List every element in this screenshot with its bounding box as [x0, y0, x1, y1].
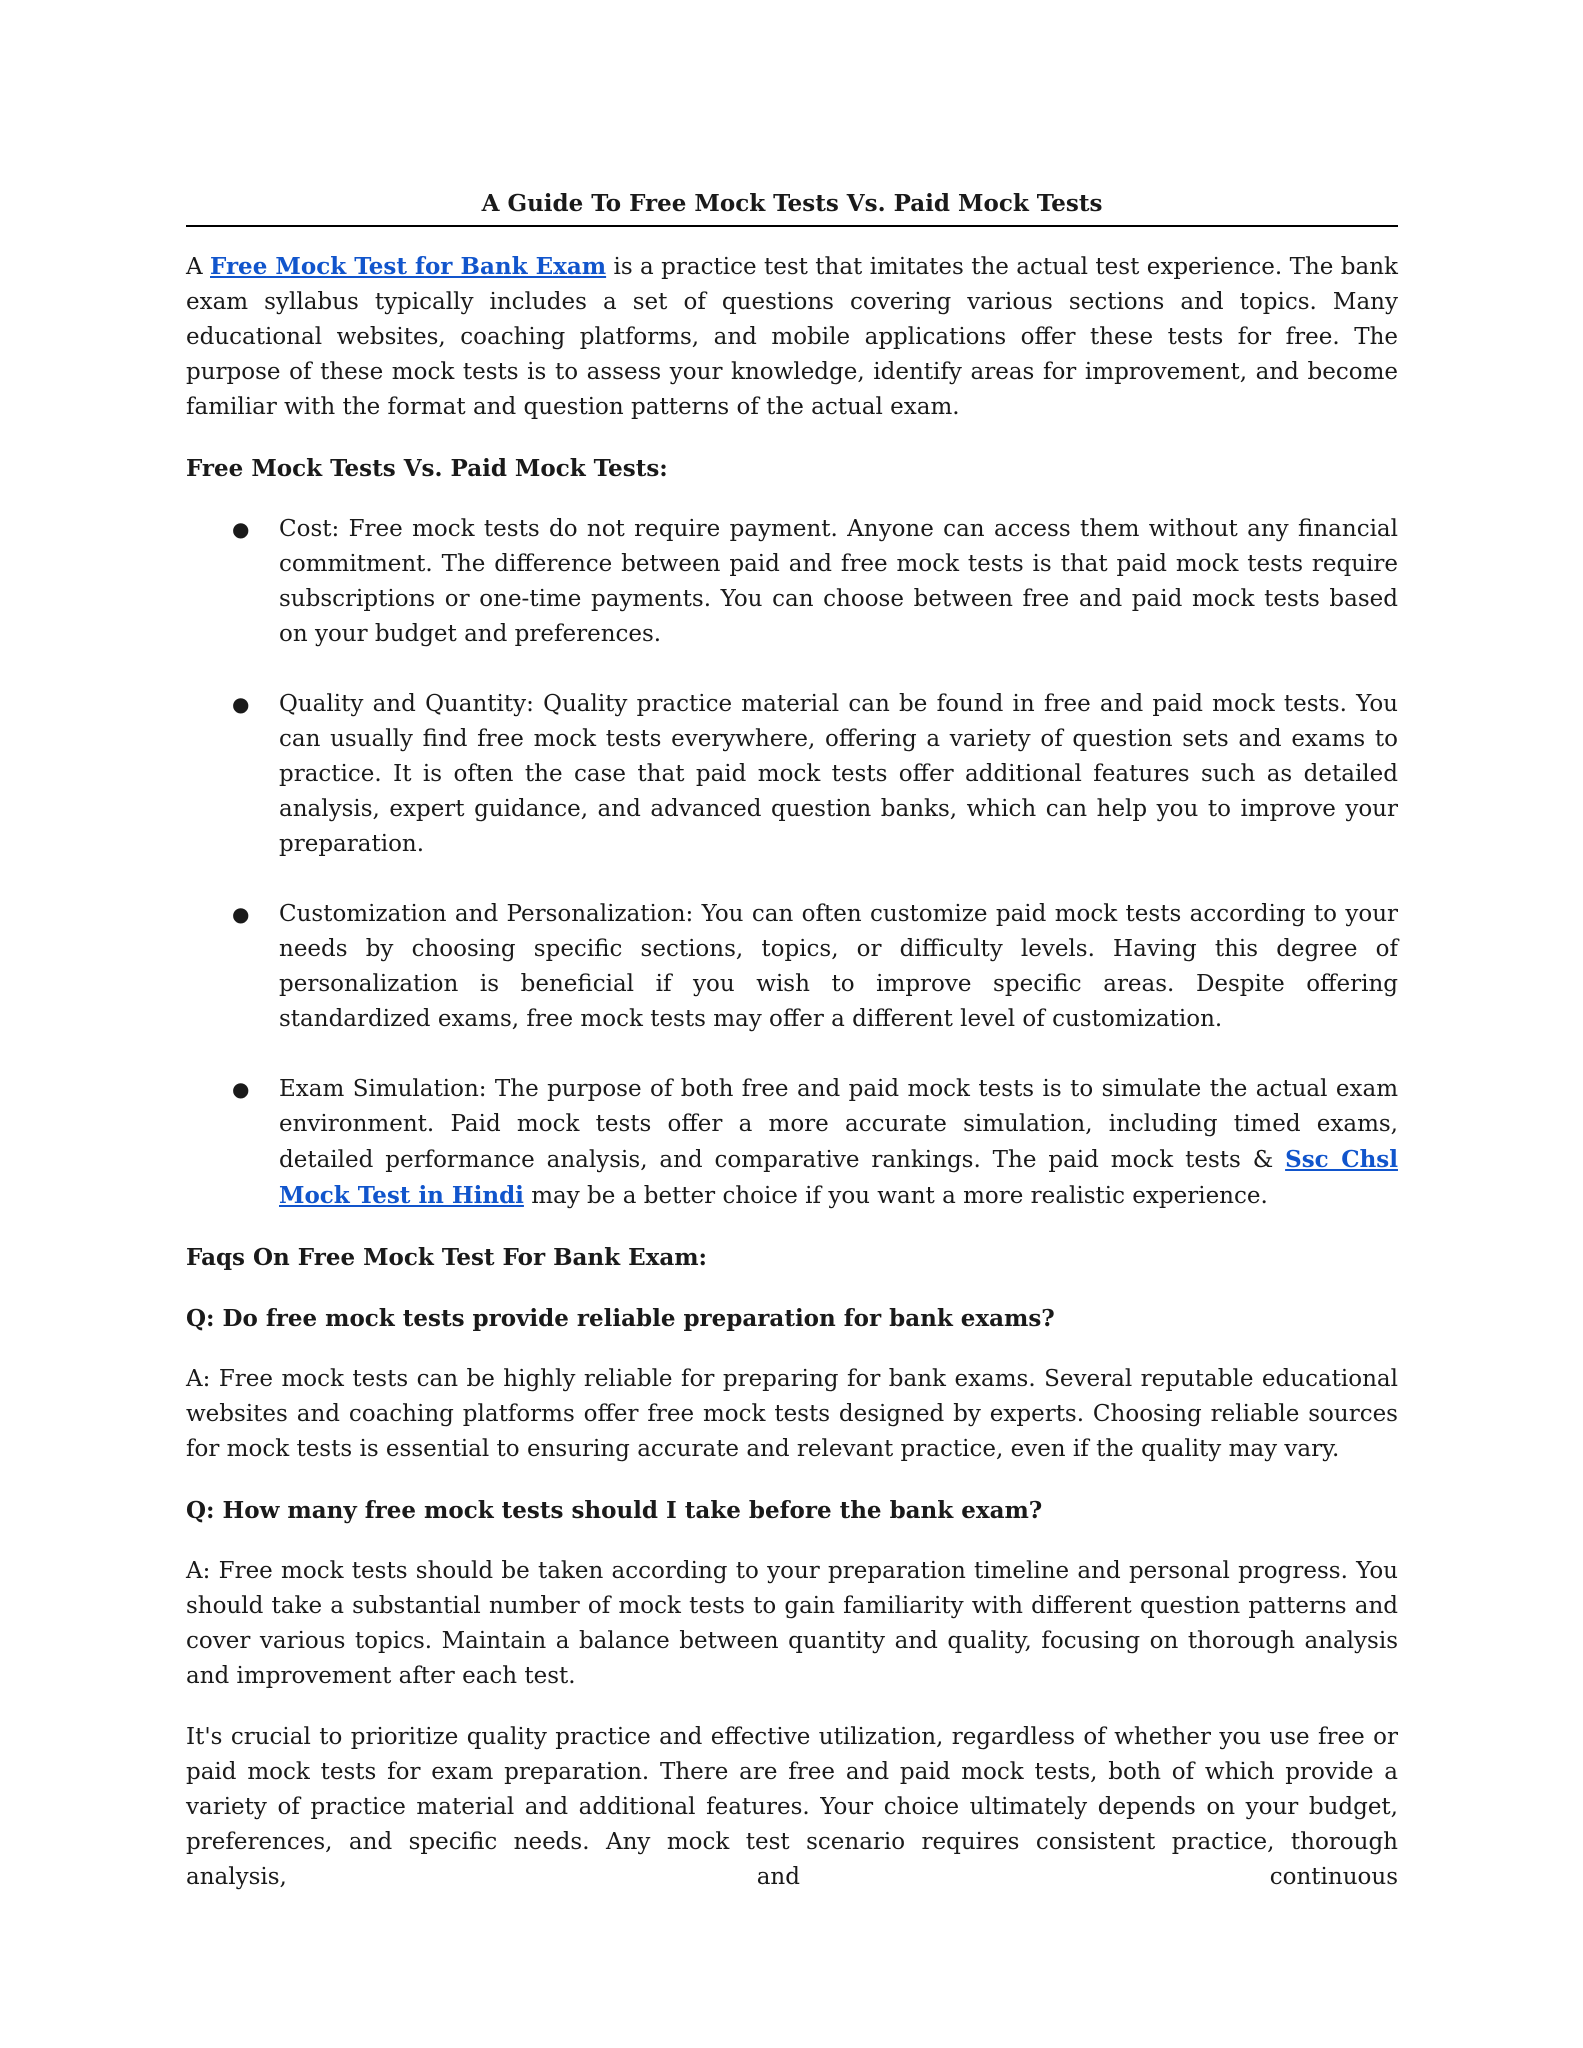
- faq-heading: Faqs On Free Mock Test For Bank Exam:: [186, 1244, 708, 1271]
- faq-answer: A: Free mock tests can be highly reliable for preparing for bank exams. Several reputable educational websites and coaching platforms offer free mock tests designed by experts. Choosing reliable sources for mock tests is essential to ensuring accurate and relevant practice, even if the quality may vary.: [186, 1366, 1398, 1462]
- faq-question: Q: How many free mock tests should I take before the bank exam?: [186, 1497, 1043, 1524]
- list-item: [186, 1072, 1398, 1214]
- faq-question: Q: Do free mock tests provide reliable preparation for bank exams?: [186, 1305, 1055, 1332]
- list-item-text: Quality and Quantity: Quality practice material can be found in free and paid mock tests. You can usually find free mock tests everywhere, offering a variety of question sets and exams to practice. It is often the case that paid mock tests offer additional features such as detailed analysis, expert guidance, and advanced question banks, which can help you to improve your preparation.: [279, 691, 1398, 857]
- free-mock-test-link[interactable]: Free Mock Test for Bank Exam: [210, 253, 607, 280]
- bullet-icon: ●: [232, 902, 250, 926]
- intro-paragraph: [186, 249, 1398, 425]
- comparison-list: [186, 512, 1398, 1214]
- list-item: [186, 897, 1398, 1037]
- list-item-text: Exam Simulation: The purpose of both free and paid mock tests is to simulate the actual exam environment. Paid mock tests offer a more accurate simulation, including timed exams, detailed performance analysis, and comparative rankings. The paid mock tests &: [279, 1076, 1398, 1173]
- intro-text: is a practice test that imitates the actual test experience. The bank exam syllabus typically includes a set of questions covering various sections and topics. Many educational websites, coaching platforms, and mobile applications offer these tests for free. The purpose of these mock tests is to assess your knowledge, identify areas for improvement, and become familiar with the format and question patterns of the actual exam.: [186, 254, 1398, 420]
- list-item: [186, 512, 1398, 652]
- faq-answer: A: Free mock tests should be taken according to your preparation timeline and personal progress. You should take a substantial number of mock tests to gain familiarity with different question patterns and cover various topics. Maintain a balance between quantity and quality, focusing on thorough analysis and improvement after each test.: [186, 1558, 1398, 1689]
- intro-lead: A: [186, 254, 211, 280]
- list-item-text-end: may be a better choice if you want a more realistic experience.: [523, 1183, 1268, 1209]
- list-item-text: Customization and Personalization: You can often customize paid mock tests according to your needs by choosing specific sections, topics, or difficulty levels. Having this degree of personalization is beneficial if you wish to improve specific areas. Despite offering standardized exams, free mock tests may offer a different level of customization.: [279, 901, 1398, 1032]
- closing-paragraph: It's crucial to prioritize quality practice and effective utilization, regardless of whether you use free or paid mock tests for exam preparation. There are free and paid mock tests, both of which provide a variety of practice material and additional features. Your choice ultimately depends on your budget, preferences, and specific needs. Any mock test scenario requires consistent practice, thorough analysis, and continuous: [186, 1724, 1398, 1890]
- document-page: [186, 186, 1398, 1895]
- section-heading: Free Mock Tests Vs. Paid Mock Tests:: [186, 455, 668, 482]
- list-item: [186, 687, 1398, 862]
- bullet-icon: ●: [232, 692, 250, 716]
- list-item-text: Cost: Free mock tests do not require payment. Anyone can access them without any financial commitment. The difference between paid and free mock tests is that paid mock tests require subscriptions or one-time payments. You can choose between free and paid mock tests based on your budget and preferences.: [279, 516, 1398, 647]
- bullet-icon: ●: [232, 1077, 250, 1101]
- bullet-icon: ●: [232, 517, 250, 541]
- page-title: A Guide To Free Mock Tests Vs. Paid Mock Tests: [186, 186, 1398, 227]
- ssc-chsl-mock-test-link[interactable]: Ssc Chsl Mock Test in Hindi: [279, 1146, 1398, 1209]
